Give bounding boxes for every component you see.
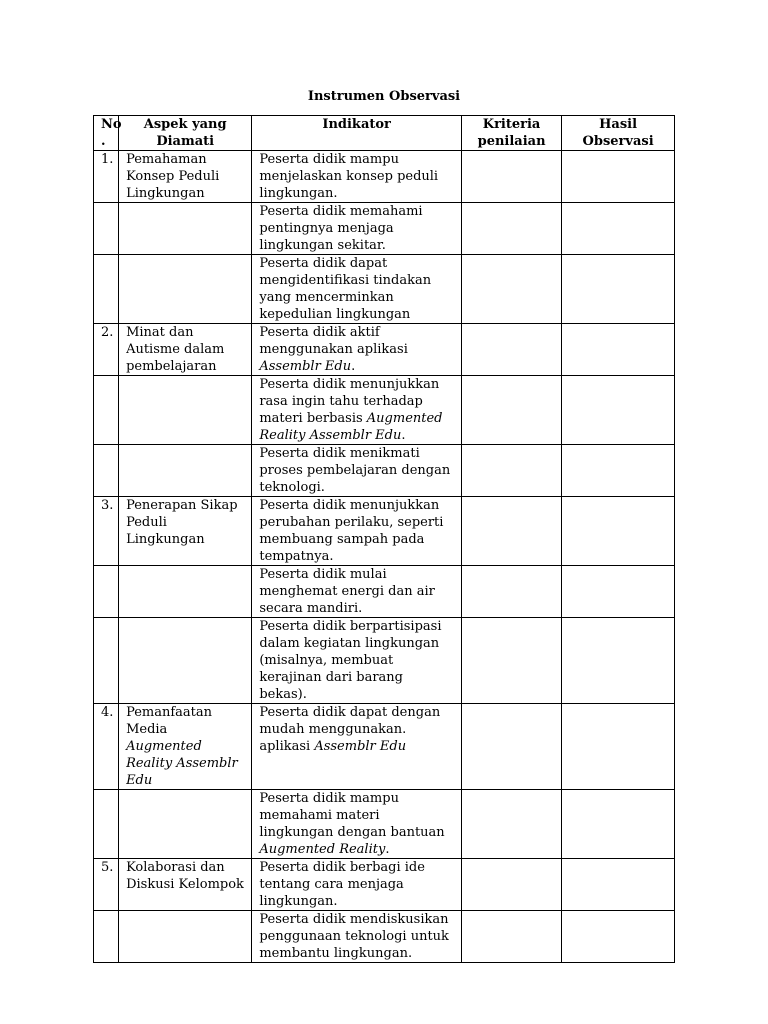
cell-aspek: Penerapan Sikap Peduli Lingkungan [119,497,252,566]
cell-indikator [252,704,462,790]
cell-no [94,790,119,859]
cell-aspek [119,618,252,704]
text-segment: Peserta didik menikmati proses pembelajaran dengan teknologi. [259,446,451,495]
cell-kriteria[interactable] [461,445,561,497]
table-row [94,497,675,566]
table-row [94,376,675,445]
cell-kriteria[interactable] [461,203,561,255]
text-segment: Peserta didik berpartisipasi dalam kegiatan lingkungan (misalnya, membuat kerajinan dari barang bekas). [259,619,442,702]
header-no: No . [94,116,119,151]
text-segment: Peserta didik mampu memahami materi lingkungan dengan bantuan [259,791,445,840]
cell-no [94,445,119,497]
text-segment: . [351,359,356,374]
text-segment: Peserta didik aktif menggunakan aplikasi [259,325,408,357]
text-segment: Peserta didik dapat mengidentifikasi tindakan yang mencerminkan kepedulian lingkungan [259,256,432,322]
text-segment: Assemblr Edu [314,739,407,754]
header-aspek: Aspek yang Diamati [119,116,252,151]
cell-hasil[interactable] [562,704,675,790]
cell-no [94,376,119,445]
cell-kriteria[interactable] [461,911,561,963]
header-row [94,116,675,151]
observation-table [93,115,675,963]
cell-no [94,618,119,704]
cell-no [94,203,119,255]
text-segment: Peserta didik dapat dengan mudah menggunakan. aplikasi [259,705,441,754]
text-segment: . [385,842,390,857]
cell-hasil[interactable] [562,203,675,255]
cell-hasil[interactable] [562,618,675,704]
text-segment: Assemblr Edu [259,359,352,374]
cell-kriteria[interactable] [461,324,561,376]
cell-aspek [119,790,252,859]
cell-aspek [119,566,252,618]
table-row [94,151,675,203]
cell-hasil[interactable] [562,151,675,203]
cell-aspek: Kolaborasi dan Diskusi Kelompok [119,859,252,911]
cell-no: 3. [94,497,119,566]
text-segment: Peserta didik menunjukkan rasa ingin tahu terhadap materi berbasis [259,377,440,426]
cell-no: 4. [94,704,119,790]
text-segment: Augmented Reality Assemblr Edu [259,411,443,443]
cell-kriteria[interactable] [461,497,561,566]
cell-indikator [252,255,462,324]
cell-indikator [252,203,462,255]
cell-indikator [252,376,462,445]
cell-kriteria[interactable] [461,790,561,859]
cell-hasil[interactable] [562,566,675,618]
header-indikator: Indikator [252,116,462,151]
table-row [94,255,675,324]
text-segment: Peserta didik mendiskusikan penggunaan teknologi untuk membantu lingkungan. [259,912,449,961]
cell-hasil[interactable] [562,324,675,376]
header-kriteria: Kriteria penilaian [461,116,561,151]
text-segment: Peserta didik berbagi ide tentang cara menjaga lingkungan. [259,860,425,909]
cell-no: 5. [94,859,119,911]
cell-no: 1. [94,151,119,203]
text-segment: Peserta didik menunjukkan perubahan perilaku, seperti membuang sampah pada tempatnya. [259,498,444,564]
text-segment: Peserta didik memahami pentingnya menjaga lingkungan sekitar. [259,204,423,253]
cell-aspek [119,376,252,445]
cell-indikator [252,445,462,497]
table-row [94,566,675,618]
cell-aspek [119,704,252,790]
table-row [94,203,675,255]
cell-hasil[interactable] [562,445,675,497]
cell-kriteria[interactable] [461,566,561,618]
cell-hasil[interactable] [562,255,675,324]
cell-kriteria[interactable] [461,255,561,324]
table-row [94,911,675,963]
cell-kriteria[interactable] [461,376,561,445]
text-segment: Peserta didik mampu menjelaskan konsep peduli lingkungan. [259,152,439,201]
cell-no: 2. [94,324,119,376]
table-row [94,790,675,859]
cell-no [94,911,119,963]
cell-no [94,566,119,618]
cell-indikator [252,324,462,376]
cell-aspek [119,203,252,255]
cell-aspek [119,255,252,324]
table-body [94,151,675,963]
cell-aspek [119,911,252,963]
cell-indikator [252,859,462,911]
text-segment: Augmented Reality [259,842,386,857]
cell-indikator [252,618,462,704]
cell-kriteria[interactable] [461,859,561,911]
cell-aspek [119,445,252,497]
table-row [94,704,675,790]
cell-no [94,255,119,324]
text-segment: Peserta didik mulai menghemat energi dan air secara mandiri. [259,567,435,616]
cell-hasil[interactable] [562,497,675,566]
text-segment: Augmented Reality Assemblr Edu [126,739,238,788]
cell-hasil[interactable] [562,376,675,445]
cell-kriteria[interactable] [461,618,561,704]
cell-hasil[interactable] [562,911,675,963]
cell-hasil[interactable] [562,859,675,911]
table-row [94,324,675,376]
table-row [94,445,675,497]
cell-indikator [252,566,462,618]
cell-aspek: Pemahaman Konsep Peduli Lingkungan [119,151,252,203]
cell-indikator [252,790,462,859]
text-segment: Pemanfaatan Media [126,705,213,737]
cell-kriteria[interactable] [461,151,561,203]
table-row [94,618,675,704]
page-title: Instrumen Observasi [307,89,461,104]
cell-aspek: Minat dan Autisme dalam pembelajaran [119,324,252,376]
cell-hasil[interactable] [562,790,675,859]
header-hasil: Hasil Observasi [562,116,675,151]
table-row [94,859,675,911]
cell-indikator [252,911,462,963]
cell-indikator [252,497,462,566]
text-segment: . [401,428,406,443]
cell-indikator [252,151,462,203]
cell-kriteria[interactable] [461,704,561,790]
